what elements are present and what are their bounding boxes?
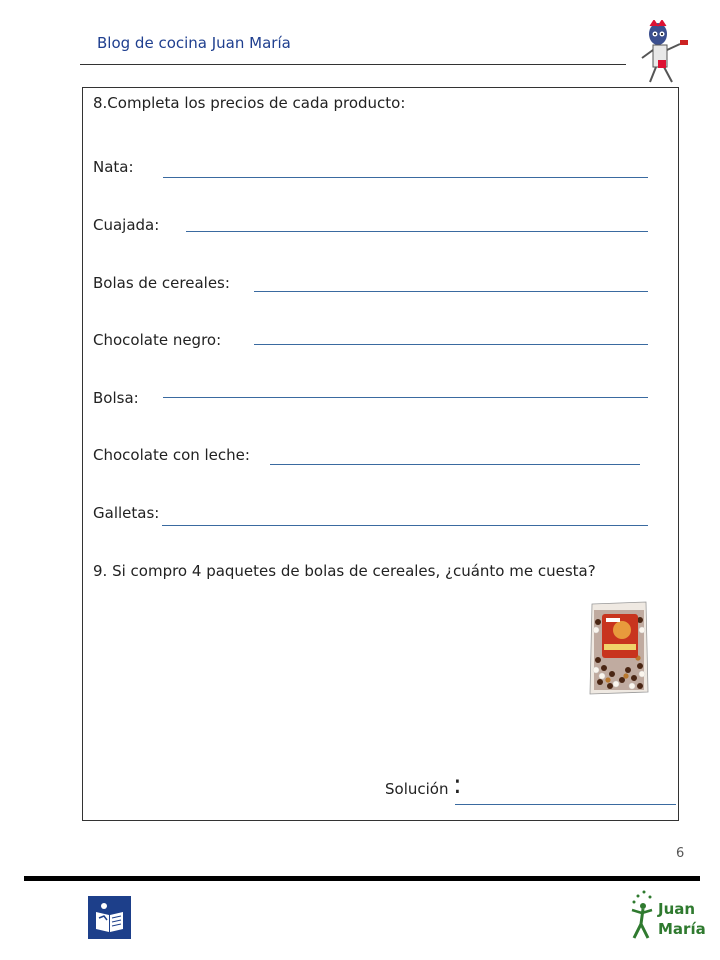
answer-line-chocolate-negro[interactable]	[254, 344, 648, 345]
logo-figure-icon	[628, 888, 658, 946]
item-label-nata: Nata:	[93, 158, 134, 176]
chef-illustration	[636, 20, 690, 88]
easy-read-icon	[88, 896, 131, 939]
page-number: 6	[676, 846, 685, 861]
answer-line-bolsa[interactable]	[163, 397, 648, 398]
item-label-galletas: Galletas:	[93, 504, 160, 522]
logo-text-line2: María	[658, 920, 706, 938]
question-8-prompt: 8.Completa los precios de cada producto:	[93, 94, 406, 112]
answer-line-solution[interactable]	[455, 804, 676, 805]
question-9-prompt: 9. Si compro 4 paquetes de bolas de cereales, ¿cuánto me cuesta?	[93, 562, 596, 580]
answer-line-nata[interactable]	[163, 177, 648, 178]
header-rule	[80, 64, 626, 65]
juan-maria-logo	[628, 888, 706, 946]
item-label-chocolate-leche: Chocolate con leche:	[93, 446, 250, 464]
solution-label: Solución	[385, 780, 449, 798]
cereal-balls-bag-image	[588, 600, 650, 696]
item-label-cuajada: Cuajada:	[93, 216, 160, 234]
solution-colon: :	[453, 770, 462, 800]
item-label-bolsa: Bolsa:	[93, 389, 139, 407]
footer-bar	[24, 876, 700, 881]
answer-line-galletas[interactable]	[162, 525, 648, 526]
item-label-bolas-cereales: Bolas de cereales:	[93, 274, 230, 292]
header-title: Blog de cocina Juan María	[97, 34, 291, 52]
answer-line-cuajada[interactable]	[186, 231, 648, 232]
answer-line-chocolate-leche[interactable]	[270, 464, 640, 465]
answer-line-bolas-cereales[interactable]	[254, 291, 648, 292]
logo-text-line1: Juan	[658, 900, 696, 918]
item-label-chocolate-negro: Chocolate negro:	[93, 331, 222, 349]
